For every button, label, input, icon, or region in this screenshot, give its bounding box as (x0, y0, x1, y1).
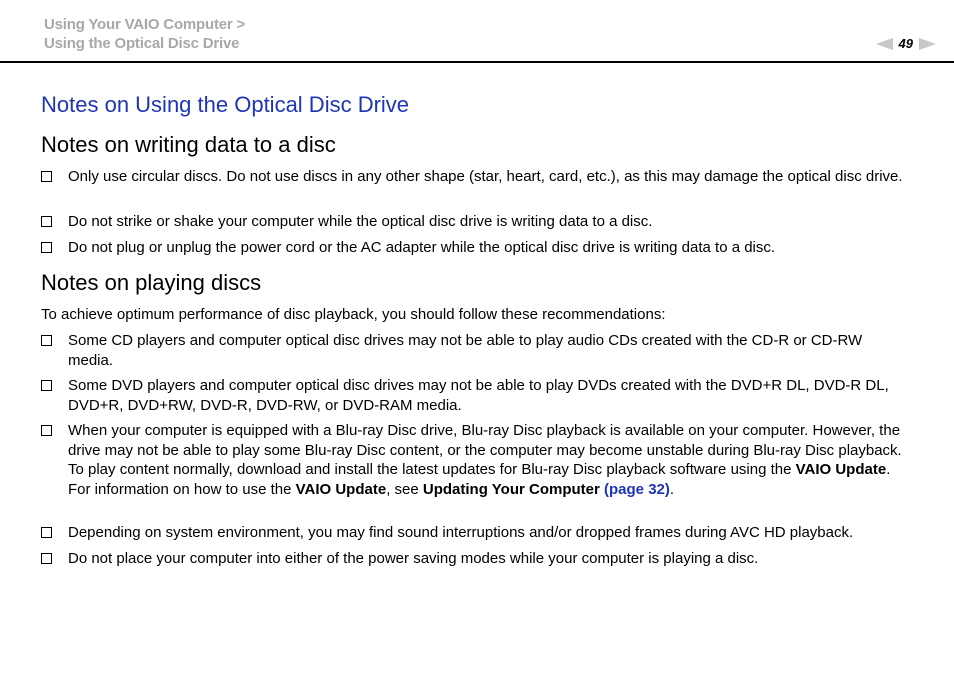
section-heading-writing: Notes on writing data to a disc (41, 132, 336, 157)
page-title: Notes on Using the Optical Disc Drive (41, 92, 410, 117)
page-32-link[interactable]: (page 32) (604, 480, 670, 498)
list-item: Depending on system environment, you may find sound interruptions and/or dropped frames during AVC HD playback. (41, 523, 911, 544)
pager (876, 36, 936, 51)
breadcrumb-parent[interactable]: Using Your VAIO Computer > (44, 16, 246, 33)
section-heading-playing: Notes on playing discs (41, 270, 262, 295)
page-number: 49 (898, 36, 913, 51)
vaio-update-term: VAIO Update (795, 461, 887, 478)
list-item: Do not place your computer into either of the power saving modes while your computer is playing a disc. (41, 549, 911, 570)
checkbox-bullet-icon (41, 212, 68, 233)
checkbox-bullet-icon (41, 549, 68, 570)
header-divider (0, 61, 954, 63)
checkbox-bullet-icon (41, 167, 68, 188)
next-page-icon[interactable] (919, 38, 936, 50)
list-item-bluray: When your computer is equipped with a Blu-ray Disc drive, Blu-ray Disc playback is available on your computer. However, the drive may not be able to play some Blu-ray Disc content, or the computer may become unstable during Blu-ray Disc playback. To play content normally, download and install the latest updates for Blu-ray Disc playback software using the VAIO Update. For information on how to use the VAIO Update, see Updating Your Computer (page 32). (41, 421, 911, 499)
checkbox-bullet-icon (41, 331, 68, 370)
checkbox-bullet-icon (41, 376, 68, 415)
list-item: Do not strike or shake your computer while the optical disc drive is writing data to a disc. (41, 212, 911, 233)
breadcrumb-current: Using the Optical Disc Drive (44, 35, 240, 52)
checkbox-bullet-icon (41, 421, 68, 499)
intro-text: To achieve optimum performance of disc playback, you should follow these recommendations: (41, 306, 666, 323)
previous-page-icon[interactable] (876, 38, 893, 50)
list-item: Some CD players and computer optical disc drives may not be able to play audio CDs created with the CD-R or CD-RW media. (41, 331, 911, 370)
list-item: Only use circular discs. Do not use discs in any other shape (star, heart, card, etc.), as this may damage the optical disc drive. (41, 167, 911, 188)
checkbox-bullet-icon (41, 238, 68, 259)
checkbox-bullet-icon (41, 523, 68, 544)
list-item: Do not plug or unplug the power cord or the AC adapter while the optical disc drive is writing data to a disc. (41, 238, 911, 259)
list-item: Some DVD players and computer optical disc drives may not be able to play DVDs created with the DVD+R DL, DVD-R DL, DVD+R, DVD+RW, DVD-R, DVD-RW, or DVD-RAM media. (41, 376, 911, 415)
